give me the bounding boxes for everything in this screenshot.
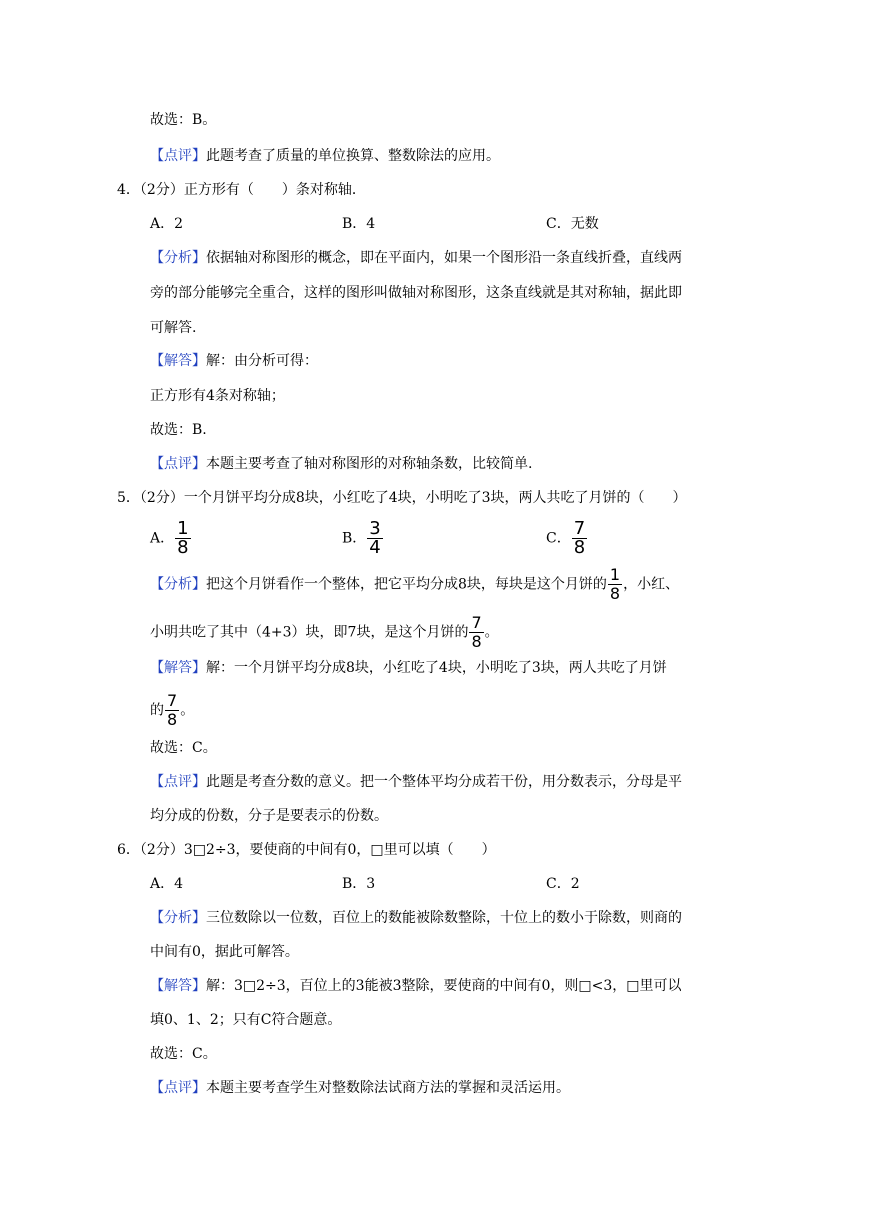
q4-analysis-line-2: 旁的部分能够完全重合，这样的图形叫做轴对称图形，这条直线就是其对称轴，据此即 xyxy=(150,285,682,301)
q6-analysis-line-1 xyxy=(150,908,682,928)
q5-analysis-text-2a: 小明共吃了其中（4+3）块，即7块，是这个月饼的 xyxy=(150,624,469,641)
q5-analysis-text-1a: 把这个月饼看作一个整体，把它平均分成8块，每块是这个月饼的 xyxy=(206,576,607,593)
q5-solution-line-2 xyxy=(150,692,194,729)
denominator: 8 xyxy=(471,632,482,651)
q5-analysis-line-1 xyxy=(150,566,679,603)
review-tag: 【点评】 xyxy=(150,774,206,790)
denominator: 8 xyxy=(573,537,586,558)
q4-review-text: 本题主要考查了轴对称图形的对称轴条数，比较简单. xyxy=(206,456,533,472)
q5-solution-text-2a: 的 xyxy=(150,702,164,719)
numerator: 7 xyxy=(167,691,178,710)
solution-tag: 【解答】 xyxy=(150,978,206,994)
q4-stem: 4．（2分）正方形有（ ）条对称轴． xyxy=(117,182,366,198)
q6-analysis-line-2: 中间有0，据此可解答。 xyxy=(150,944,299,960)
q3-answer: 故选：B。 xyxy=(150,112,217,128)
fraction xyxy=(469,614,483,651)
option-label: A． xyxy=(150,530,175,547)
q5-option-c xyxy=(546,520,588,557)
option-label: B． xyxy=(342,530,367,547)
q6-analysis-text-1: 三位数除以一位数，百位上的数能被除数整除，十位上的数小于除数，则商的 xyxy=(206,910,682,926)
q4-analysis-line-3: 可解答. xyxy=(150,320,197,336)
q5-option-a xyxy=(150,520,192,557)
q6-option-a: A．4 xyxy=(150,876,184,892)
q5-option-b xyxy=(342,520,384,557)
q5-review-text-1: 此题是考查分数的意义。把一个整体平均分成若干份，用分数表示，分母是平 xyxy=(206,774,682,790)
review-tag: 【点评】 xyxy=(150,456,206,472)
denominator: 8 xyxy=(609,584,621,603)
q6-solution-text-1: 解：3□2÷3，百位上的3能被3整除，要使商的中间有0，则□<3，□里可以 xyxy=(206,978,682,994)
q6-solution-line-1 xyxy=(150,976,682,996)
numerator: 1 xyxy=(177,518,189,539)
q6-solution-line-2: 填0、1、2；只有C符合题意。 xyxy=(150,1012,342,1028)
q6-answer: 故选：C。 xyxy=(150,1046,217,1062)
q4-option-b: B．4 xyxy=(342,216,376,232)
q5-analysis-text-2b: 。 xyxy=(484,624,499,641)
analysis-tag: 【分析】 xyxy=(150,576,206,593)
q3-review-text: 此题考查了质量的单位换算、整数除法的应用。 xyxy=(206,148,500,164)
q5-analysis-line-2 xyxy=(150,614,499,651)
solution-tag: 【解答】 xyxy=(150,660,206,676)
denominator: 8 xyxy=(177,537,189,558)
q6-stem: 6．（2分）3□2÷3，要使商的中间有0，□里可以填（ ） xyxy=(117,842,496,858)
analysis-tag: 【分析】 xyxy=(150,250,206,266)
q5-solution-text-1: 解：一个月饼平均分成8块，小红吃了4块，小明吃了3块，两人共吃了月饼 xyxy=(206,660,667,676)
q6-option-b: B．3 xyxy=(342,876,376,892)
q5-review-line-1 xyxy=(150,772,682,792)
q5-solution-text-2b: 。 xyxy=(180,702,195,719)
numerator: 3 xyxy=(369,518,381,539)
q5-review-line-2: 均分成的份数，分子是要表示的份数。 xyxy=(150,808,388,824)
q4-analysis-text-1: 依据轴对称图形的概念，即在平面内，如果一个图形沿一条直线折叠，直线两 xyxy=(206,250,682,266)
q4-option-c: C．无数 xyxy=(546,216,599,232)
fraction xyxy=(367,520,382,557)
analysis-tag: 【分析】 xyxy=(150,910,206,926)
q6-review-text: 本题主要考查学生对整数除法试商方法的掌握和灵活运用。 xyxy=(206,1080,570,1096)
numerator: 7 xyxy=(471,613,482,632)
review-tag: 【点评】 xyxy=(150,148,206,164)
q3-review xyxy=(150,146,500,166)
q4-analysis-line-1 xyxy=(150,248,682,268)
option-label: C． xyxy=(546,530,571,547)
q4-solution-line-1 xyxy=(150,351,318,371)
q4-solution-text-1: 解：由分析可得： xyxy=(206,353,318,369)
solution-tag: 【解答】 xyxy=(150,353,206,369)
denominator: 8 xyxy=(167,710,178,729)
fraction xyxy=(608,566,622,603)
q4-review xyxy=(150,454,532,474)
numerator: 7 xyxy=(573,518,586,539)
q5-analysis-text-1b: ，小红、 xyxy=(623,576,680,593)
numerator: 1 xyxy=(609,565,621,584)
fraction xyxy=(175,520,190,557)
q4-solution-line-2: 正方形有4条对称轴； xyxy=(150,388,285,404)
q4-answer: 故选：B. xyxy=(150,422,207,438)
q6-option-c: C．2 xyxy=(546,876,580,892)
review-tag: 【点评】 xyxy=(150,1080,206,1096)
q5-stem: 5．（2分）一个月饼平均分成8块，小红吃了4块，小明吃了3块，两人共吃了月饼的（ ） xyxy=(117,490,687,506)
fraction xyxy=(572,520,587,557)
fraction xyxy=(165,692,179,729)
q4-option-a: A．2 xyxy=(150,216,184,232)
q5-solution-line-1 xyxy=(150,658,667,678)
denominator: 4 xyxy=(369,537,381,558)
q5-answer: 故选：C。 xyxy=(150,740,217,756)
q6-review xyxy=(150,1078,570,1098)
